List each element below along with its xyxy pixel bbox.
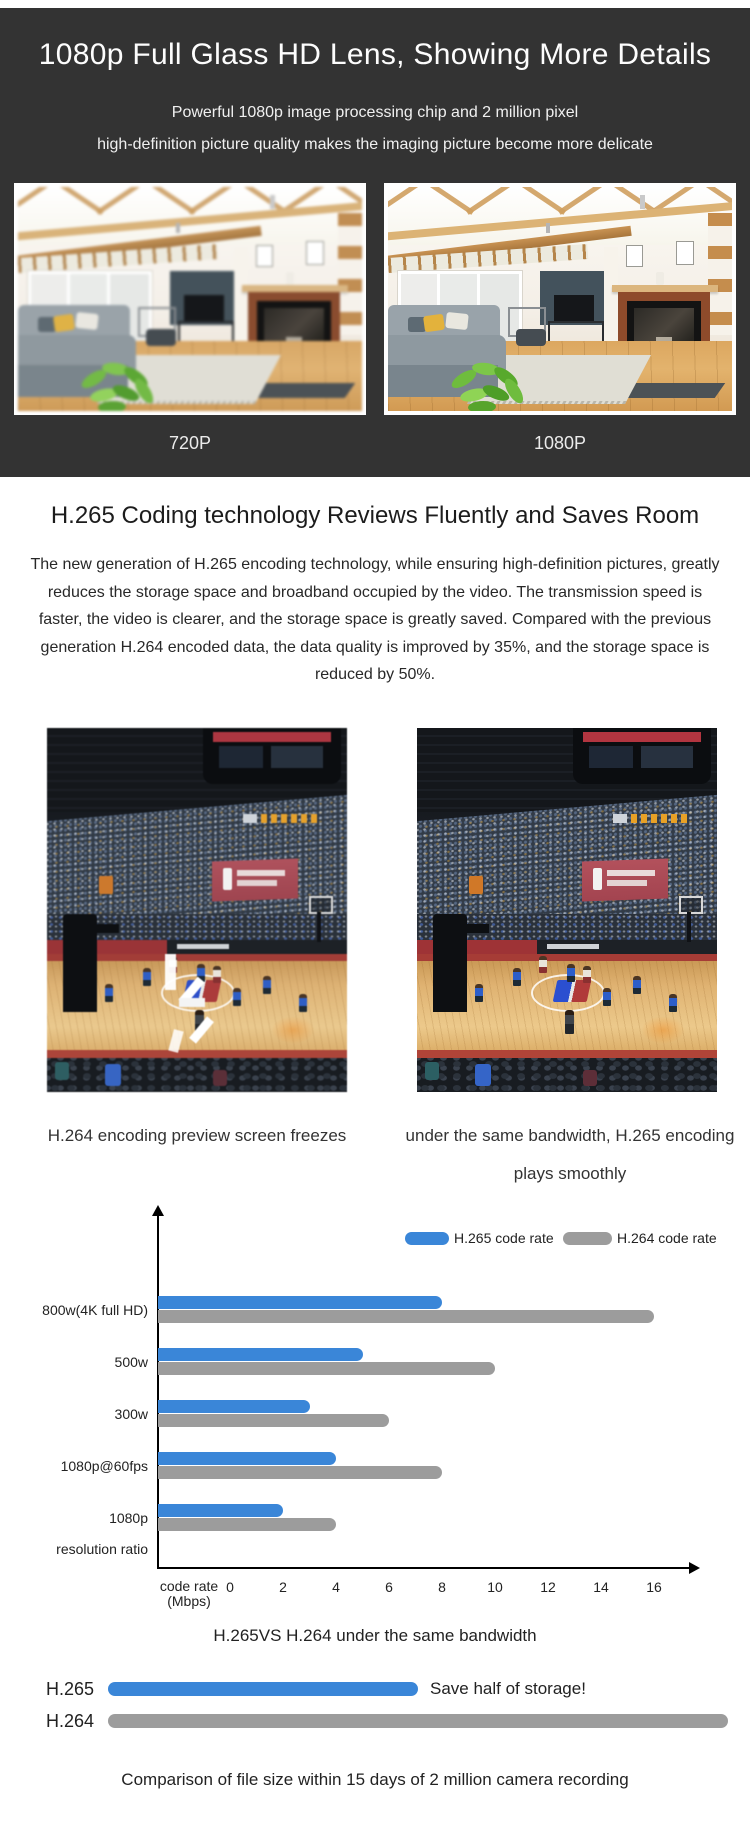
bar-h264-500w (158, 1362, 495, 1375)
hero-subtitle-line2: high-definition picture quality makes the imaging picture become more delicate (97, 136, 653, 153)
jumbotron-screen (219, 746, 263, 768)
vase (656, 272, 664, 285)
x-tick-16: 16 (646, 1579, 662, 1595)
jumbotron-screen (271, 746, 323, 768)
y-axis-arrow (152, 1205, 164, 1216)
glitch-artifact (179, 998, 205, 1007)
vase (286, 272, 294, 285)
scoreboard-digits (261, 814, 321, 823)
plant-leaf (98, 401, 126, 411)
banner-text-line (237, 880, 277, 886)
tv (554, 295, 594, 321)
backboard-right (679, 896, 703, 914)
wall-column (604, 247, 618, 347)
pendant-light (270, 195, 275, 209)
pendant-light (176, 223, 180, 233)
y-axis-label: resolution ratio (56, 1541, 148, 1557)
court-edge-red (47, 1050, 347, 1058)
bar-h264-300w (158, 1414, 389, 1427)
ad-board-text (547, 944, 599, 949)
tv (184, 295, 224, 321)
pendant-light (640, 195, 645, 209)
wood-shelves (708, 213, 732, 335)
fan-maroon (583, 1070, 597, 1086)
x-tick-4: 4 (332, 1579, 340, 1595)
mantel-shelf (242, 285, 348, 292)
photo-720p (14, 183, 366, 415)
h265-paragraph: The new generation of H.265 encoding technology, while ensuring high-definition pictures, greatly reduces the storage space and broadband occupied by the video. The transmission speed is faster, the video is clearer, and the storage space is greatly saved. Compared with the previous generation H.264 encoded data, the data quality is improved by 35%, and the storage space is reduced by 50%. (30, 556, 720, 683)
label-1080p: 1080P (533, 433, 587, 453)
mantel-shelf (612, 285, 718, 292)
banner-text-line (237, 870, 285, 876)
player-blue (633, 976, 641, 994)
category-label: 1080p (109, 1510, 148, 1526)
player-blue (143, 968, 151, 986)
x-axis-unit-line2: (Mbps) (167, 1593, 211, 1609)
x-axis-arrow (689, 1562, 700, 1574)
pendant-light (546, 223, 550, 233)
player-blue (669, 994, 677, 1012)
ottoman (146, 329, 176, 346)
hoop-pole-right (687, 912, 691, 942)
legend-swatch (563, 1232, 612, 1245)
bar-h265-500w (158, 1348, 363, 1361)
framed-picture (256, 245, 273, 267)
crowd-foreground (47, 1058, 347, 1092)
ottoman (516, 329, 546, 346)
hero-title: 1080p Full Glass HD Lens, Showing More Details (38, 38, 712, 71)
category-label: 500w (114, 1354, 148, 1370)
jumbotron-red-band (213, 732, 331, 742)
caption-h265: under the same bandwidth, H.265 encoding plays smoothly (405, 1126, 735, 1183)
player-blue (603, 988, 611, 1006)
nba-logo-mark (223, 868, 232, 890)
storage-bar-h264 (108, 1714, 728, 1728)
x-axis-unit (155, 1579, 223, 1609)
player-blue (513, 968, 521, 986)
fan-teal (55, 1062, 69, 1080)
jumbotron-screen (589, 746, 633, 768)
bar-h265-1080p@60fps (158, 1452, 336, 1465)
pillow-yellow (53, 314, 75, 333)
storage-label-h264: H.264 (45, 1711, 94, 1731)
legend-item-h264: H.264 code rate (563, 1230, 717, 1245)
player-blue (567, 964, 575, 982)
flame-sign (469, 876, 483, 894)
fan-teal (425, 1062, 439, 1080)
stanchion-arm (461, 924, 489, 933)
pillow-white (445, 312, 469, 330)
plant-leaf (468, 401, 496, 411)
wood-shelves (338, 213, 362, 335)
player-blue (299, 994, 307, 1012)
banner-text-line (607, 870, 655, 876)
bar-h265-300w (158, 1400, 310, 1413)
player-white (539, 956, 547, 973)
code-rate-chart (0, 1200, 750, 1650)
x-tick-0: 0 (226, 1579, 234, 1595)
bar-h265-1080p (158, 1504, 283, 1517)
x-axis-unit-line1: code rate (159, 1578, 219, 1594)
player-blue (105, 984, 113, 1002)
backboard-right (309, 896, 333, 914)
crowd-foreground (417, 1058, 717, 1092)
arena-photo-h264 (47, 728, 347, 1092)
storage-label-h265: H.265 (45, 1679, 94, 1699)
caption-h264: H.264 encoding preview screen freezes (47, 1126, 347, 1145)
x-axis (157, 1567, 691, 1569)
flame-sign (99, 876, 113, 894)
storage-note: Save half of storage! (430, 1679, 586, 1698)
h265-heading: H.265 Coding technology Reviews Fluently and Saves Room (50, 502, 700, 529)
framed-picture (626, 245, 643, 267)
player-blue (263, 976, 271, 994)
fan-blue-jersey (475, 1064, 491, 1086)
ad-board-text (177, 944, 229, 949)
x-tick-12: 12 (540, 1579, 556, 1595)
wall-column (234, 247, 248, 347)
scoreboard-box (613, 814, 627, 823)
court-glow (641, 1016, 685, 1044)
scoreboard-box (243, 814, 257, 823)
player-blue (475, 984, 483, 1002)
legend-item-h265: H.265 code rate (405, 1230, 554, 1245)
category-label: 1080p@60fps (60, 1458, 148, 1474)
referee (565, 1010, 574, 1034)
glitch-artifact (165, 954, 176, 990)
framed-picture (306, 241, 324, 265)
stanchion-arm (91, 924, 119, 933)
chart-caption: H.265VS H.264 under the same bandwidth (213, 1626, 537, 1645)
category-label: 300w (114, 1406, 148, 1422)
fan-maroon (213, 1070, 227, 1086)
jumbotron-red-band (583, 732, 701, 742)
bar-h264-1080p@60fps (158, 1466, 442, 1479)
pillow-white (75, 312, 99, 330)
x-tick-8: 8 (438, 1579, 446, 1595)
center-court-logo (553, 980, 592, 1002)
photo-1080p (384, 183, 736, 415)
nba-logo-mark (593, 868, 602, 890)
framed-picture (676, 241, 694, 265)
bar-h265-800w(4K full HD) (158, 1296, 442, 1309)
hero-section (0, 8, 750, 477)
pillow-yellow (423, 314, 445, 333)
jumbotron-screen (641, 746, 693, 768)
x-tick-10: 10 (487, 1579, 503, 1595)
player-white (583, 966, 591, 983)
court-edge-red (417, 1050, 717, 1058)
x-tick-2: 2 (279, 1579, 287, 1595)
banner-text-line (607, 880, 647, 886)
hero-subtitle-line1: Powerful 1080p image processing chip and 2 million pixel (171, 104, 579, 121)
fan-blue-jersey (105, 1064, 121, 1086)
x-tick-6: 6 (385, 1579, 393, 1595)
label-720p: 720P (168, 433, 212, 453)
player-blue (233, 988, 241, 1006)
bar-h264-1080p (158, 1518, 336, 1531)
room-photo-1080p (388, 187, 732, 411)
scoreboard-digits (631, 814, 691, 823)
arena-photo-h265 (417, 728, 717, 1092)
storage-bar-h265 (108, 1682, 418, 1696)
legend-swatch (405, 1232, 449, 1245)
storage-comparison (0, 1650, 750, 1824)
category-label: 800w(4K full HD) (42, 1302, 148, 1318)
storage-caption: Comparison of file size within 15 days of 2 million camera recording (121, 1770, 629, 1789)
court-glow (271, 1016, 315, 1044)
hoop-pole-right (317, 912, 321, 942)
player-white (213, 966, 221, 983)
bar-h264-800w(4K full HD) (158, 1310, 654, 1323)
room-photo-720p (18, 187, 362, 411)
x-tick-14: 14 (593, 1579, 609, 1595)
